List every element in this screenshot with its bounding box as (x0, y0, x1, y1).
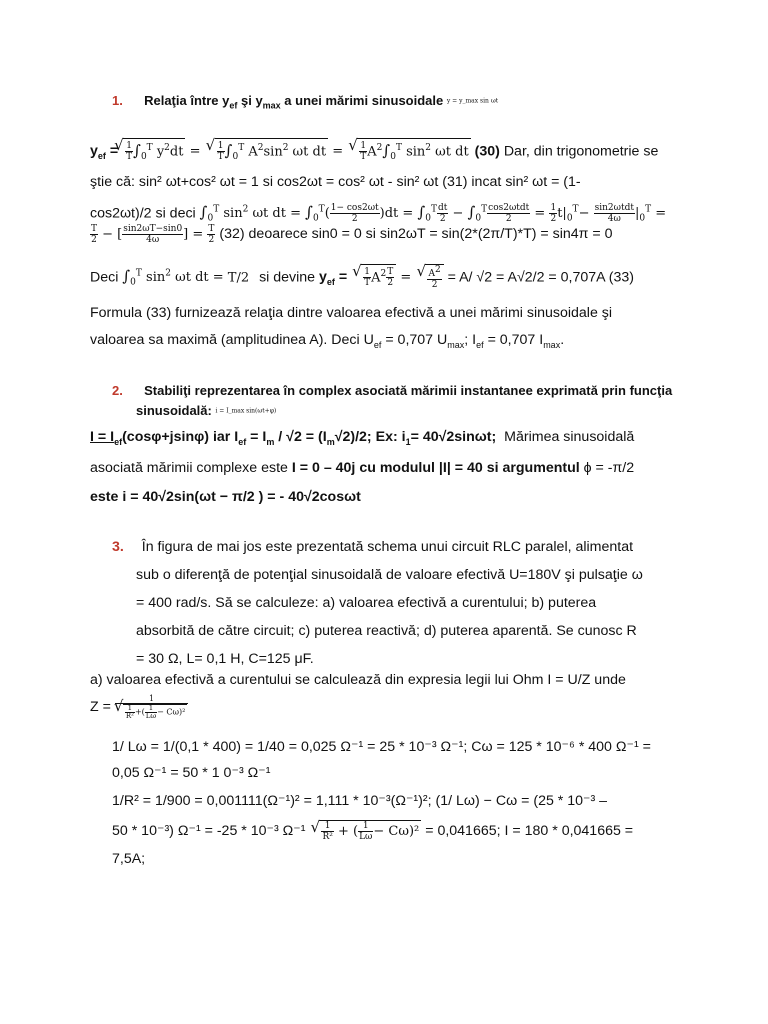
item3-line3: = 400 rad/s. Să se calculeze: a) valoarea efectivă a curentului; b) puterea (136, 595, 597, 611)
line-33: Deci $\int_0^T$ $\sin^2 \omega t$ dt = T/2 si devine $y_{ef}$ = √ $\frac{1}{T}$ $A^2$ $\frac{T}{2}$ = √ $\frac{A^2}{2}$ = A/ √2 = A√2/2 = 0,707A (33) (90, 264, 634, 292)
item3-line2: sub o diferenţă de potenţial sinusoidală de valoare efectivă U=180V şi pulsaţie ω (136, 567, 643, 583)
solution-a-line1: a) valoarea efectivă a curentului se calculează din expresia legii lui Ohm I = U/Z unde (90, 672, 626, 688)
paragraph-33-2: valoarea sa maximă (amplitudinea A). Deci $U_{ef} = 0,707$ $U_{max}$; $I_{ef} = 0,707$ $I_{max}$. (90, 332, 565, 350)
calc-line4: 50 * 10⁻³) Ω⁻¹ = -25 * 10⁻³ Ω⁻¹ √ $\frac{1}{\text{R²}}$ + ( $\frac{1}{L\omega}$ − Cω)² = 0,041665; I = 180 * 0,041665 = (112, 820, 633, 842)
item2-title-1: Stabiliţi reprezentarea în complex asociată mărimii instantanee exprimată prin funcţia (144, 383, 673, 398)
item2-line2: asociată mărimii complexe este I = 0 – 40j cu modulul |I| = 40 si argumentul ϕ = -π/2 (90, 460, 635, 476)
item1-title-formula: y = y_max sin ωt (446, 97, 499, 105)
item3-line4: absorbită de către circuit; c) puterea reactivă; d) puterea aparentă. Se cunosc R (136, 623, 637, 639)
item1-title: Relaţia între $y_{ef}$ şi $y_{max}$ a unei mărimi sinusoidale (144, 93, 444, 111)
equation-30: $y_{ef}$ = √ $\frac{1}{T}$ $\int_0^T$ $y^2dt$ = √ $\frac{1}{T}$ $\int_0^T$ $A^2\sin^2$ ωt dt = √ $\frac{1}{T}$ $A^2\int_0^T$ $\sin^2 \omega t$ dt (30) Dar, din trigonometrie se (90, 138, 658, 166)
item2-title-line2: sinusoidală: i = I_max sin(ωt+φ) (136, 403, 277, 418)
item1-heading (112, 92, 498, 115)
item2-number: 2. (112, 383, 123, 398)
item2-title-formula: i = I_max sin(ωt+φ) (215, 407, 277, 415)
item2-heading (112, 382, 672, 400)
calc-line1: 1/ Lω = 1/(0,1 * 400) = 1/40 = 0,025 Ω⁻¹ = 25 * 10⁻³ Ω⁻¹; Cω = 125 * 10⁻⁶ * 400 Ω⁻¹ = (112, 739, 651, 755)
item2-line1: $I = I_{ef}(\cos\varphi+jsin\varphi)$ iar $I_{ef} = I_m / √2 = (I_m√2)/2$; Ex: $i_1= 40√2\sin\omega t$; Mărimea sinusoidală (90, 429, 635, 447)
item3-line5: = 30 Ω, L= 0,1 H, C=125 μF. (136, 651, 314, 667)
item2-line3: este i = 40√2sin(ωt − π/2 ) = - 40√2cosωt (90, 489, 361, 505)
calc-line5: 7,5A; (112, 851, 146, 867)
item1-number: 1. (112, 93, 123, 108)
calc-line2: 0,05 Ω⁻¹ = 50 * 1 0⁻³ Ω⁻¹ (112, 765, 271, 781)
line-31: ştie că: sin² ωt+cos² ωt = 1 si cos2ωt = cos² ωt - sin² ωt (31) incat sin² ωt = (1- (90, 174, 581, 190)
line-32: $\frac{T}{2}$ − [ $\frac{\sin 2\omega T-\sin 0}{4\omega}$ ] = $\frac{T}{2}$ (32) deoarece sin0 = 0 si sin2ωT = sin(2*(2π/T)*T) = sin4π = 0 (91, 224, 613, 245)
calc-line3: 1/R² = 1/900 = 0,001111(Ω⁻¹)² = 1,111 * 10⁻³(Ω⁻¹)²; (1/ Lω) − Cω = (25 * 10⁻³ – (112, 793, 608, 809)
item3-number: 3. (112, 539, 124, 555)
line-integral: cos2ωt)/2 si deci $\int_0^T$ $\sin^2 \omega t$ dt = $\int_0^T$( $\frac{1- \cos 2\omega t}{2}$ )$dt = \int_0^T$ $\frac{dt}{2}$ − $\int_0^T$ $\frac{\text{cos2ωtdt}}{2}$ = $\frac{1}{2}$ $t|_0^T-$ $\frac{\text{sin2ωtdt}}{4\omega}$ $|_0^T$ = (90, 203, 667, 225)
paragraph-33-1: Formula (33) furnizează relaţia dintre valoarea efectivă a unei mărimi sinusoidale şi (90, 305, 613, 321)
solution-a-line2: Z = 1 √ $\frac{1}{\text{R²}}$ +( $\frac{1}{L\omega}$ − Cω)² (90, 694, 188, 720)
item3-line1: 3. În figura de mai jos este prezentată schema unui circuit RLC paralel, alimentat (112, 539, 634, 555)
